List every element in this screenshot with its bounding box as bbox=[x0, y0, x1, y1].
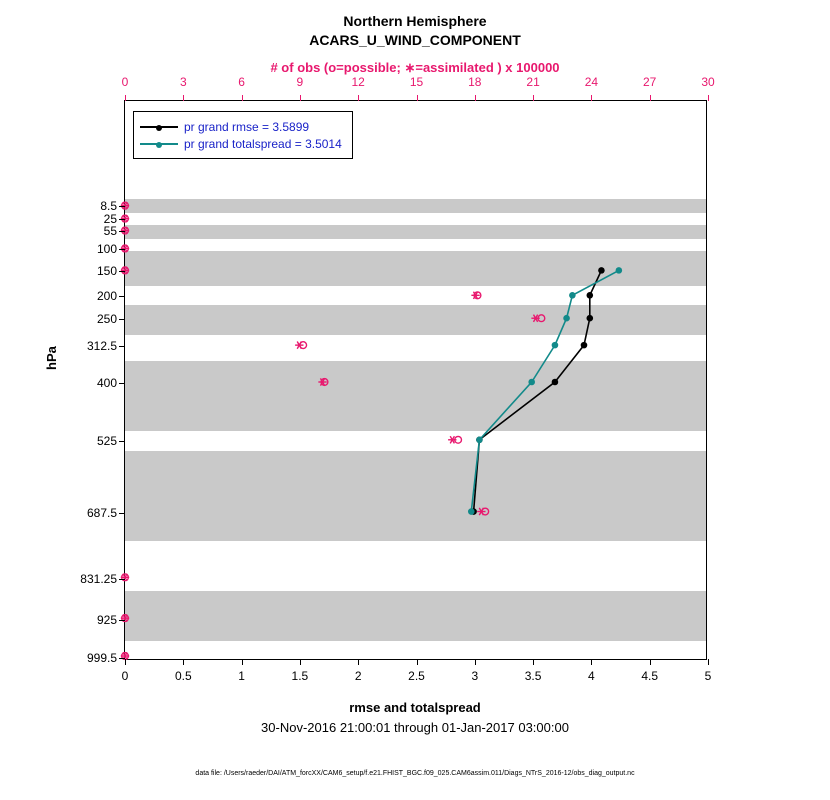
y-tick-label: 687.5 bbox=[86, 506, 117, 520]
x-tick bbox=[417, 659, 418, 665]
y-tick-label: 100 bbox=[96, 242, 117, 256]
x-tick-label: 5 bbox=[704, 669, 712, 683]
top-axis-tick-label: 30 bbox=[701, 75, 715, 89]
x-tick-label: 1.5 bbox=[291, 669, 309, 683]
x-tick-label: 4 bbox=[588, 669, 595, 683]
series-point bbox=[476, 436, 483, 443]
top-axis-tick-label: 9 bbox=[296, 75, 304, 89]
x-tick bbox=[242, 659, 243, 665]
top-axis-tick bbox=[300, 95, 301, 101]
y-tick-label: 831.25 bbox=[80, 572, 117, 586]
y-tick-label: 200 bbox=[96, 289, 117, 303]
legend-label-totalspread: pr grand totalspread = 3.5014 bbox=[184, 136, 342, 151]
series-line bbox=[474, 270, 602, 511]
y-tick-label: 55 bbox=[103, 224, 117, 238]
x-tick-label: 2 bbox=[354, 669, 362, 683]
x-tick bbox=[300, 659, 301, 665]
top-axis-tick-label: 21 bbox=[526, 75, 540, 89]
y-tick-label: 400 bbox=[96, 376, 117, 390]
title-line-2: ACARS_U_WIND_COMPONENT bbox=[309, 32, 521, 48]
x-tick bbox=[591, 659, 592, 665]
series-point bbox=[468, 508, 475, 515]
x-tick bbox=[125, 659, 126, 665]
series-point bbox=[563, 315, 570, 322]
top-axis-tick-label: 18 bbox=[468, 75, 482, 89]
y-tick bbox=[119, 319, 125, 320]
title-line-1: Northern Hemisphere bbox=[343, 13, 487, 29]
series-point bbox=[552, 379, 559, 386]
series-point bbox=[569, 292, 576, 299]
top-axis-tick bbox=[358, 95, 359, 101]
x-tick bbox=[533, 659, 534, 665]
series-overlay bbox=[125, 101, 706, 659]
top-axis-tick-label: 24 bbox=[584, 75, 599, 89]
top-axis-tick bbox=[475, 95, 476, 101]
x-tick-label: 0 bbox=[121, 669, 129, 683]
y-tick bbox=[119, 579, 125, 580]
x-axis-title: rmse and totalspread bbox=[349, 700, 481, 715]
y-tick bbox=[119, 383, 125, 384]
top-axis-tick-label: 27 bbox=[643, 75, 657, 89]
x-tick bbox=[358, 659, 359, 665]
series-point bbox=[587, 315, 594, 322]
top-axis-tick bbox=[125, 95, 126, 101]
x-tick-label: 0.5 bbox=[174, 669, 192, 683]
series-line bbox=[471, 270, 619, 511]
y-tick-label: 525 bbox=[96, 434, 117, 448]
y-tick bbox=[119, 513, 125, 514]
y-tick-label: 8.5 bbox=[100, 199, 117, 213]
y-tick-label: 25 bbox=[103, 212, 117, 226]
y-tick bbox=[119, 658, 125, 659]
y-tick-label: 925 bbox=[96, 613, 117, 627]
y-tick bbox=[119, 620, 125, 621]
y-tick bbox=[119, 346, 125, 347]
x-tick-label: 3.5 bbox=[524, 669, 542, 683]
top-axis-title: # of obs (o=possible; ∗=assimilated ) x 100000 bbox=[270, 60, 560, 75]
legend-label-rmse: pr grand rmse = 3.5899 bbox=[184, 119, 310, 134]
plot-area bbox=[80, 75, 715, 683]
y-tick-label: 150 bbox=[96, 264, 117, 278]
top-axis-tick-label: 12 bbox=[351, 75, 365, 89]
y-tick bbox=[119, 206, 125, 207]
top-axis-tick bbox=[183, 95, 184, 101]
y-tick-label: 250 bbox=[96, 312, 117, 326]
y-tick bbox=[119, 271, 125, 272]
x-tick-label: 2.5 bbox=[408, 669, 425, 683]
series-point bbox=[552, 342, 559, 349]
series-point bbox=[528, 379, 535, 386]
series-point bbox=[587, 292, 594, 299]
top-axis-tick bbox=[591, 95, 592, 101]
y-tick bbox=[119, 231, 125, 232]
x-tick-label: 4.5 bbox=[641, 669, 659, 683]
x-tick bbox=[183, 659, 184, 665]
date-range-label: 30-Nov-2016 21:00:01 through 01-Jan-2017 03:00:00 bbox=[261, 720, 569, 735]
top-axis-tick bbox=[708, 95, 709, 101]
top-axis-tick bbox=[242, 95, 243, 101]
top-axis-tick-label: 0 bbox=[121, 75, 129, 89]
y-tick bbox=[119, 219, 125, 220]
series-point bbox=[598, 267, 605, 274]
top-axis-tick bbox=[417, 95, 418, 101]
x-tick bbox=[475, 659, 476, 665]
top-axis-tick-label: 15 bbox=[409, 75, 424, 89]
x-tick bbox=[650, 659, 651, 665]
x-tick-label: 1 bbox=[238, 669, 245, 683]
chart-title bbox=[0, 12, 830, 50]
x-tick-label: 3 bbox=[471, 669, 479, 683]
y-tick bbox=[119, 296, 125, 297]
series-point bbox=[581, 342, 588, 349]
y-tick-label: 999.5 bbox=[86, 651, 117, 665]
y-tick bbox=[119, 249, 125, 250]
series-point bbox=[616, 267, 623, 274]
top-axis-tick bbox=[533, 95, 534, 101]
x-tick bbox=[708, 659, 709, 665]
top-axis-tick-label: 6 bbox=[238, 75, 245, 89]
y-tick bbox=[119, 441, 125, 442]
y-tick-label: 312.5 bbox=[86, 339, 117, 353]
top-axis-tick-label: 3 bbox=[179, 75, 187, 89]
top-axis-tick bbox=[650, 95, 651, 101]
data-file-label: data file: /Users/raeder/DAI/ATM_forcXX/CAM6_setup/f.e21.FHIST_BGC.f09_025.CAM6assim.011/Diags_NTrS_2016-12/obs_diag_output.nc bbox=[195, 770, 635, 777]
y-axis-title: hPa bbox=[44, 346, 59, 370]
